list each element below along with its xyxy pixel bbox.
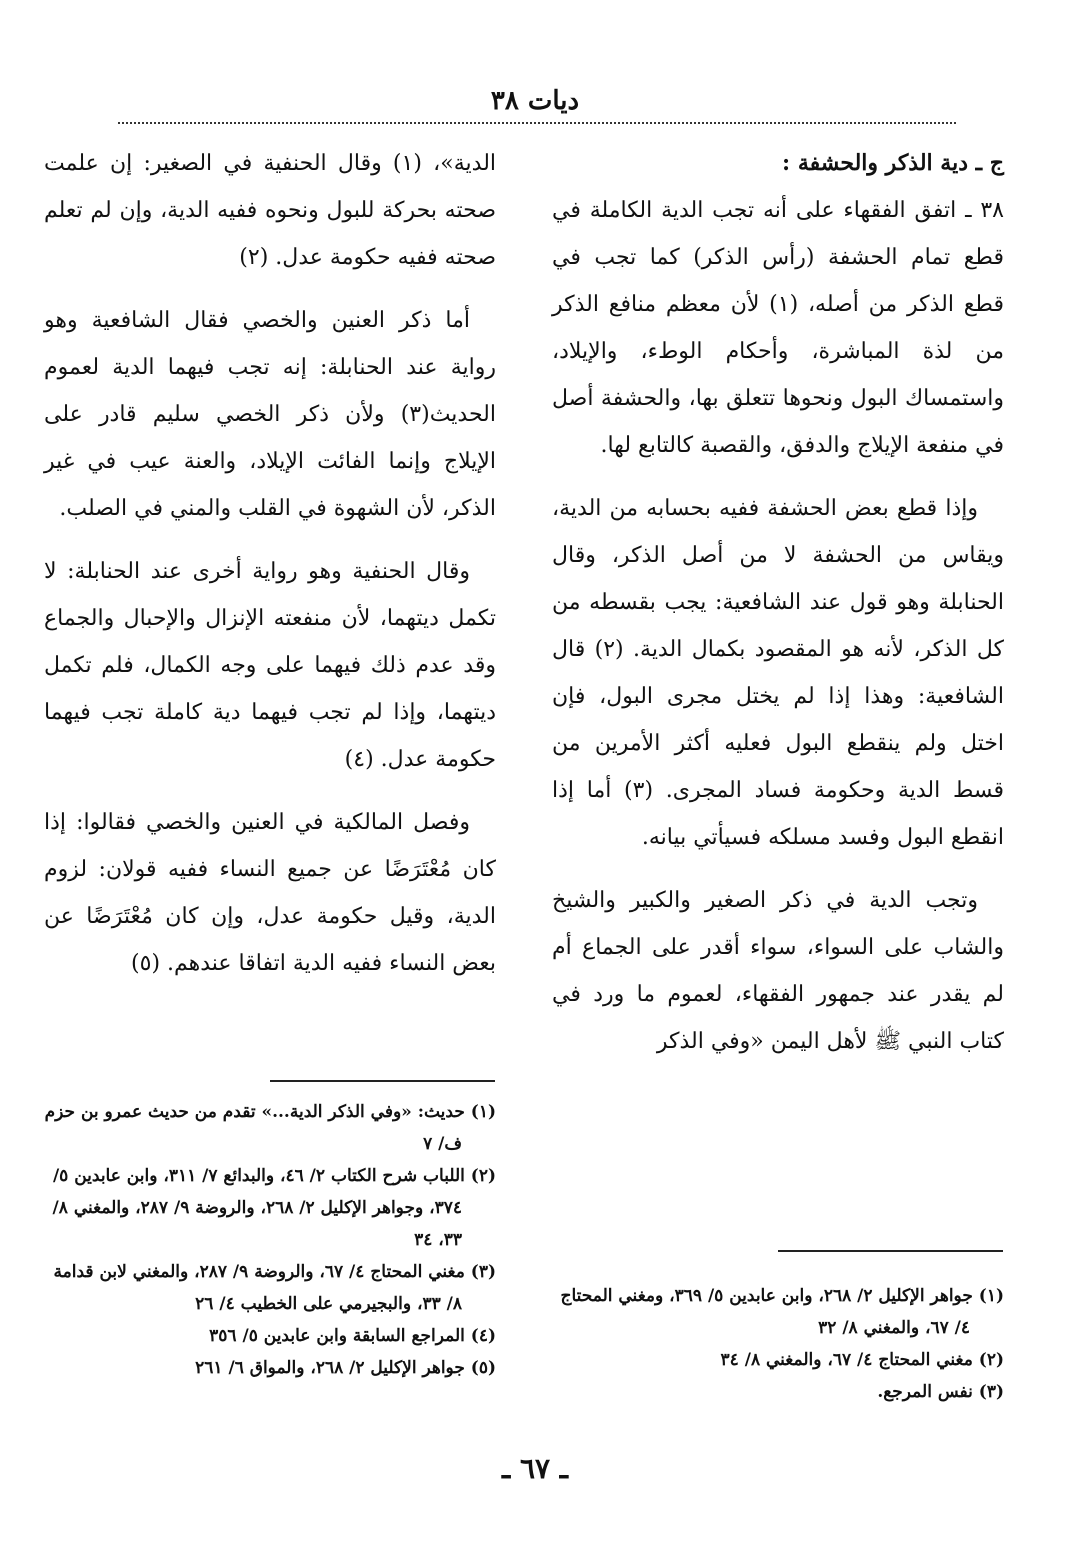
paragraph: أما ذكر العنين والخصي فقال الشافعية وهو رواية عند الحنابلة: إنه تجب فيهما الدية لعموم الحديث(٣) ولأن ذكر الخصي سليم قادر على الإيلاج وإنما الفائت الإيلاد، والعنة عيب في غير الذكر، لأن الشهوة في القلب والمني في الصلب. <box>44 308 496 521</box>
footnote: (٤) المراجع السابقة وابن عابدين ٥/ ٣٥٦ <box>209 1326 496 1346</box>
footnote: (٥) جواهر الإكليل ٢/ ٢٦٨، والمواق ٦/ ٢٦١ <box>195 1358 496 1378</box>
footnote: (١) جواهر الإكليل ٢/ ٢٦٨، وابن عابدين ٥/ ٣٦٩، ومغني المحتاج ٤/ ٦٧، والمغني ٨/ ٣٢ <box>560 1286 1004 1338</box>
right-column <box>552 140 1004 1081</box>
paragraph: وقال الحنفية وهو رواية أخرى عند الحنابلة: لا تكمل ديتهما، لأن منفعته الإنزال والإحبال والجماع وقد عدم ذلك فيهما على وجه الكمال، فلم تكمل ديتهما، وإذا لم تجب فيهما دية كاملة تجب فيهما حكومة عدل. (٤) <box>44 559 496 772</box>
page-header: ديات ٣٨ <box>490 86 580 116</box>
footnote-divider <box>270 1080 495 1082</box>
footnote: (٣) مغني المحتاج ٤/ ٦٧، والروضة ٩/ ٢٨٧، والمغني لابن قدامة ٨/ ٣٣، والبجيرمي على الخطيب ٤/ ٢٦ <box>53 1262 496 1314</box>
footnote: (٢) اللباب شرح الكتاب ٢/ ٤٦، والبدائع ٧/ ٣١١، وابن عابدين ٥/ ٣٧٤، وجواهر الإكليل ٢/ ٢٦٨، والروضة ٩/ ٢٨٧، والمغني ٨/ ٣٣، ٣٤ <box>52 1166 496 1250</box>
paragraph: وإذا قطع بعض الحشفة ففيه بحسابه من الدية، ويقاس من الحشفة لا من أصل الذكر، وقال الحنابلة وهو قول عند الشافعية: يجب بقسطه من كل الذكر، لأنه هو المقصود بكمال الدية. (٢) قال الشافعية: وهذا إذا لم يختل مجرى البول، فإن اختل ولم ينقطع البول فعليه أكثر الأمرين من قسط الدية وحكومة فساد المجرى. (٣) أما إذا انقطع البول وفسد مسلكه فسيأتي بيانه. <box>552 496 1004 850</box>
footnote: (١) حديث: «وفي الذكر الدية...» تقدم من حديث عمرو بن حزم ف/ ٧ <box>44 1102 496 1154</box>
footnote: (٢) مغني المحتاج ٤/ ٦٧، والمغني ٨/ ٣٤ <box>720 1350 1004 1370</box>
footnote-divider <box>778 1250 1003 1252</box>
paragraph: وفصل المالكية في العنين والخصي فقالوا: إذا كان مُعْتَرَضًا عن جميع النساء ففيه قولان: لزوم الدية، وقيل حكومة عدل، وإن كان مُعْتَرَضًا عن بعض النساء ففيه الدية اتفاقا عندهم. (٥) <box>44 810 496 976</box>
paragraph: وتجب الدية في ذكر الصغير والكبير والشيخ والشاب على السواء، سواء أقدر على الجماع أم لم يقدر عند جمهور الفقهاء، لعموم ما ورد في كتاب النبي ﷺ لأهل اليمن «وفي الذكر <box>552 888 1004 1054</box>
footnote: (٣) نفس المرجع. <box>877 1382 1004 1402</box>
paragraph: الدية»، (١) وقال الحنفية في الصغير: إن علمت صحته بحركة للبول ونحوه ففيه الدية، وإن لم تعلم صحته ففيه حكومة عدل. (٢) <box>44 151 497 270</box>
header-divider <box>118 122 956 124</box>
paragraph: ٣٨ ـ اتفق الفقهاء على أنه تجب الدية الكاملة في قطع تمام الحشفة (رأس الذكر) كما تجب في قطع الذكر من أصله، (١) لأن معظم منافع الذكر من لذة المباشرة، وأحكام الوطء، والإيلاد، واستمساك البول ونحوها تتعلق بها، والحشفة أصل في منفعة الإيلاج والدفق، والقصبة كالتابع لها. <box>552 198 1004 458</box>
footnotes-left <box>44 1096 496 1384</box>
page-number: ـ ٦٧ ـ <box>502 1452 568 1485</box>
footnotes-right <box>552 1280 1004 1408</box>
left-column <box>44 140 496 1003</box>
section-heading: ج ـ دية الذكر والحشفة : <box>782 150 1004 176</box>
